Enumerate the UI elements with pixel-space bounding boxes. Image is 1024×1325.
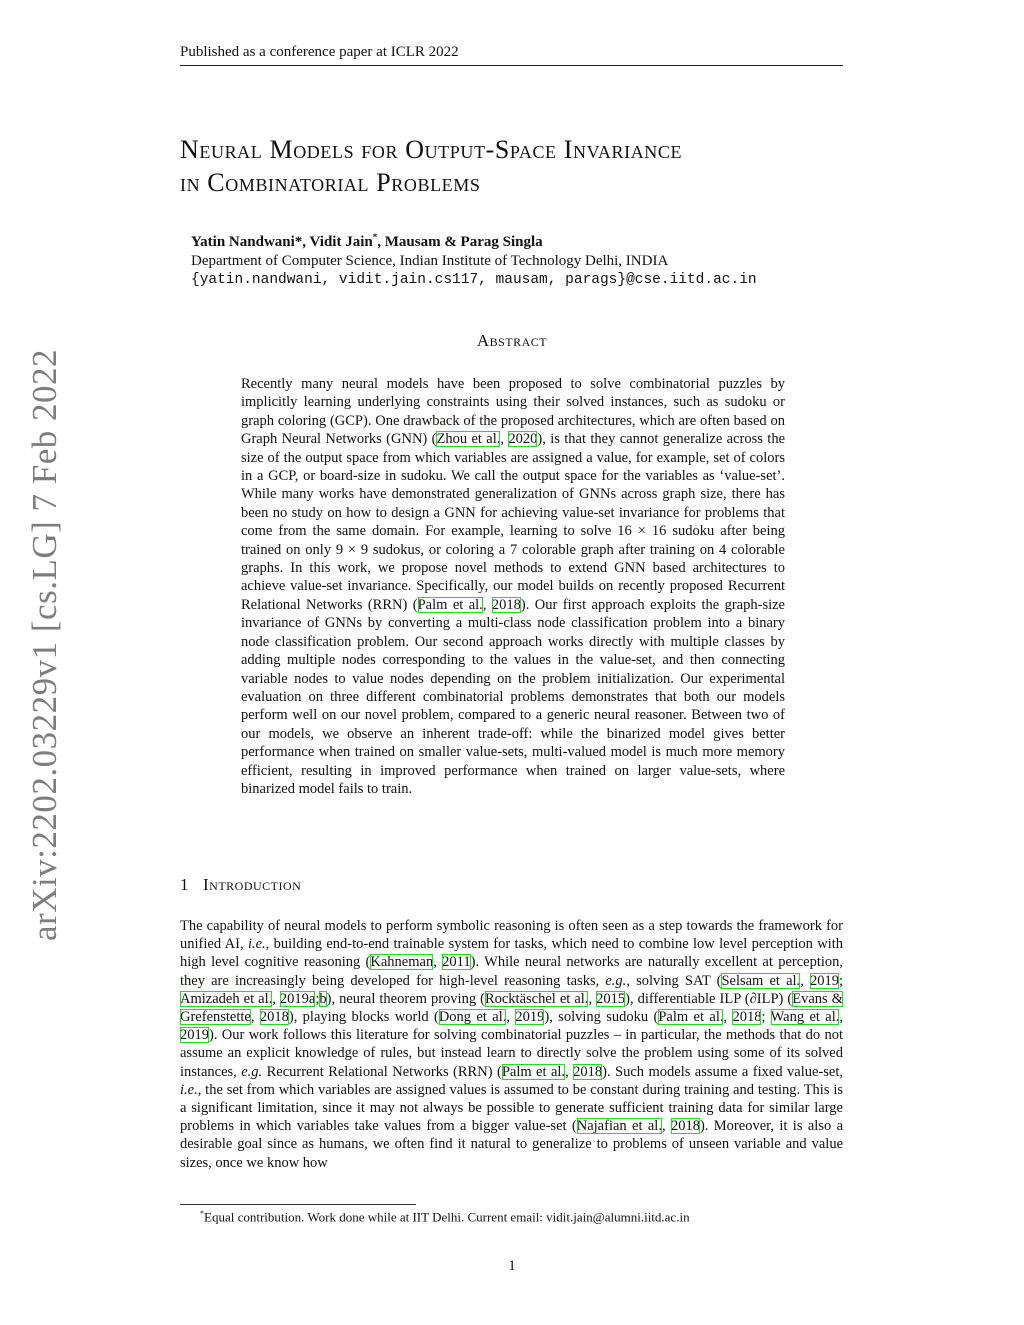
intro-text: ). While neural networks are naturally excellent at perception, they are increasingly being developed for high-level reasoning tasks, xyxy=(180,954,844,989)
title-line-2 xyxy=(180,166,860,199)
section-heading-introduction xyxy=(180,875,301,895)
abstract-heading-text: Abstract xyxy=(476,331,548,350)
author-names-first: Yatin Nandwani*, Vidit Jain xyxy=(191,234,373,250)
citation-link[interactable]: Najafian et al. xyxy=(576,1118,662,1135)
intro-text: , building end-to-end trainable system for tasks, which need to combine low level perception with high level cognitive reasoning ( xyxy=(180,936,843,971)
citation-link[interactable]: 2018 xyxy=(259,1009,289,1026)
abstract-text-1: Recently many neural models have been proposed to solve combinatorial puzzles by implicitly learning underlying constraints using their solved instances, such as sudoku or graph coloring (GCP). One drawback of the proposed architectures, which are often based on Graph Neural Networks (GNN) ( xyxy=(241,376,785,448)
author-names xyxy=(191,228,851,252)
italic-abbreviation: i.e. xyxy=(247,936,266,953)
citation-link[interactable]: 2015 xyxy=(596,990,626,1007)
intro-text: , xyxy=(565,1063,574,1080)
citation-link[interactable]: Rocktäschel et al. xyxy=(484,990,589,1007)
citation-link[interactable]: Palm et al. xyxy=(658,1009,724,1026)
running-header: Published as a conference paper at ICLR 2022 xyxy=(180,44,459,60)
intro-text: ), differentiable ILP (∂ILP) ( xyxy=(625,990,793,1007)
intro-text: ; xyxy=(315,990,320,1007)
abstract-sep-1: , xyxy=(500,431,509,448)
abstract-text-2: ), is that they cannot generalize across the size of the output space from which variables are assigned a value, for example, set of colors in a GCP, or board-size in sudoku. We call the output space for the variables as ‘value-set’. While many works have demonstrated generalization of GNNs across graph size, there has been no study on how to design a GNN for achieving value-set invariance for problems that come from the same domain. For example, learning to solve 16 × 16 sudoku after being trained on only 9 × 9 sudokus, or coloring a 7 colorable graph after training on 4 colorable graphs. In this work, we propose novel methods to extend GNN based architectures to achieve value-set invariance. Specifically, our model builds on recently proposed Recurrent Relational Networks (RRN) ( xyxy=(241,431,786,613)
author-names-rest: , Mausam & Parag Singla xyxy=(377,234,543,250)
citation-link[interactable]: Evans & Grefenstette xyxy=(180,990,843,1026)
arxiv-identifier-stamp: arXiv:2202.03229v1 [cs.LG] 7 Feb 2022 xyxy=(25,348,64,942)
citation-link[interactable]: Wang et al. xyxy=(770,1009,840,1026)
section-title: Introduction xyxy=(203,875,302,894)
intro-text: ). Such models assume a fixed value-set, xyxy=(602,1063,844,1080)
footnote-rule xyxy=(180,1204,416,1205)
intro-text: , xyxy=(800,972,810,989)
citation-link[interactable]: 2018 xyxy=(491,596,521,613)
intro-text: , xyxy=(839,1009,843,1026)
author-block xyxy=(191,228,851,290)
section-number: 1 xyxy=(180,875,189,894)
intro-text: ). Our work follows this literature for solving combinatorial puzzles – in particular, the methods that do not assume an explicit knowledge of rules, but instead learn to directly solve the problem using some of its solved instances, xyxy=(180,1027,843,1080)
abstract-heading xyxy=(0,331,1024,351)
intro-text: , xyxy=(723,1009,733,1026)
intro-text: Recurrent Relational Networks (RRN) ( xyxy=(262,1063,502,1080)
header-rule xyxy=(180,65,843,66)
citation-link[interactable]: b xyxy=(319,990,327,1007)
intro-text: , solving SAT ( xyxy=(626,972,722,989)
intro-text: ), solving sudoku ( xyxy=(544,1009,659,1026)
paper-title xyxy=(180,133,860,199)
footnote xyxy=(200,1209,690,1225)
abstract-body xyxy=(241,375,785,798)
title-line-1 xyxy=(180,133,860,166)
intro-text: , xyxy=(272,990,280,1007)
citation-link[interactable]: 2019 xyxy=(515,1009,545,1026)
citation-link[interactable]: 2019 xyxy=(180,1027,209,1044)
affiliation: Department of Computer Science, Indian Institute of Technology Delhi, INDIA xyxy=(191,253,669,269)
page-number: 1 xyxy=(508,1258,516,1274)
italic-abbreviation: e.g. xyxy=(241,1063,263,1080)
citation-link[interactable]: Dong et al. xyxy=(438,1009,507,1026)
intro-text: , xyxy=(661,1118,671,1135)
intro-text: , the set from which variables are assigned values is assumed to be constant during training and testing. This is a significant limitation, since it may not always be possible to generate sufficient training data for similar large problems in which variables take values from a bigger value-set ( xyxy=(180,1081,843,1135)
footnote-mark: * xyxy=(200,1209,204,1218)
citation-link[interactable]: 2020 xyxy=(508,431,538,448)
citation-link[interactable]: Palm et al. xyxy=(501,1063,566,1080)
citation-link[interactable]: Palm et al. xyxy=(417,596,483,613)
citation-link[interactable]: 2018 xyxy=(732,1009,762,1026)
author-emails: {yatin.nandwani, vidit.jain.cs117, mausam, parags}@cse.iitd.ac.in xyxy=(191,272,757,288)
intro-text: , xyxy=(250,1009,260,1026)
citation-link[interactable]: Zhou et al. xyxy=(436,431,501,448)
equal-contribution-mark: * xyxy=(372,232,378,242)
citation-link[interactable]: Selsam et al. xyxy=(721,972,801,989)
italic-abbreviation: e.g. xyxy=(605,972,627,989)
citation-link[interactable]: 2018 xyxy=(573,1063,603,1080)
title-line-2-text: in Combinatorial Problems xyxy=(180,168,481,197)
intro-text: ; xyxy=(838,972,843,989)
title-line-1-text: Neural Models for Output-Space Invariance xyxy=(180,135,683,164)
citation-link[interactable]: Kahneman xyxy=(370,954,434,971)
intro-text: ; xyxy=(761,1009,771,1026)
abstract-text-3: ). Our first approach exploits the graph-size invariance of GNNs by converting a multi-class node classification problem into a binary node classification problem. Our second approach works directly with multiple classes by adding multiple nodes corresponding to the values in the value-set, and then connecting variable nodes to value nodes depending on the problem initialization. Our experimental evaluation on three different combinatorial problems demonstrates that both our models perform well on our novel problem, compared to a generic neural reasoner. Between two of our models, we observe an inherent trade-off: while the binarized model gives better performance when trained on smaller value-sets, multi-valued model is much more memory efficient, resulting in improved performance when trained on larger value-sets, where binarized model fails to train. xyxy=(241,596,785,797)
citation-link[interactable]: 2018 xyxy=(670,1118,700,1135)
intro-text: , xyxy=(433,954,443,971)
intro-text: ), neural theorem proving ( xyxy=(326,990,485,1007)
intro-text: , xyxy=(588,990,597,1007)
citation-link[interactable]: 2011 xyxy=(442,954,471,971)
citation-link[interactable]: 2019 xyxy=(809,972,839,989)
intro-text: ), playing blocks world ( xyxy=(288,1009,439,1026)
intro-text: , xyxy=(506,1009,516,1026)
italic-abbreviation: i.e. xyxy=(180,1081,198,1098)
citation-link[interactable]: Amizadeh et al. xyxy=(180,990,273,1007)
abstract-sep-2: , xyxy=(482,596,492,613)
footnote-text: Equal contribution. Work done while at IIT Delhi. Current email: vidit.jain@alumni.iitd.ac.in xyxy=(204,1209,690,1225)
intro-text: ). Moreover, it is also a desirable goal since as humans, we often find it natural to generalize to problems of unseen variable and value sizes, once we know how xyxy=(180,1118,844,1171)
citation-link[interactable]: 2019a xyxy=(279,990,316,1007)
intro-text: The capability of neural models to perform symbolic reasoning is often seen as a step towards the framework for unified AI, xyxy=(180,918,843,953)
introduction-paragraph xyxy=(180,917,843,1172)
